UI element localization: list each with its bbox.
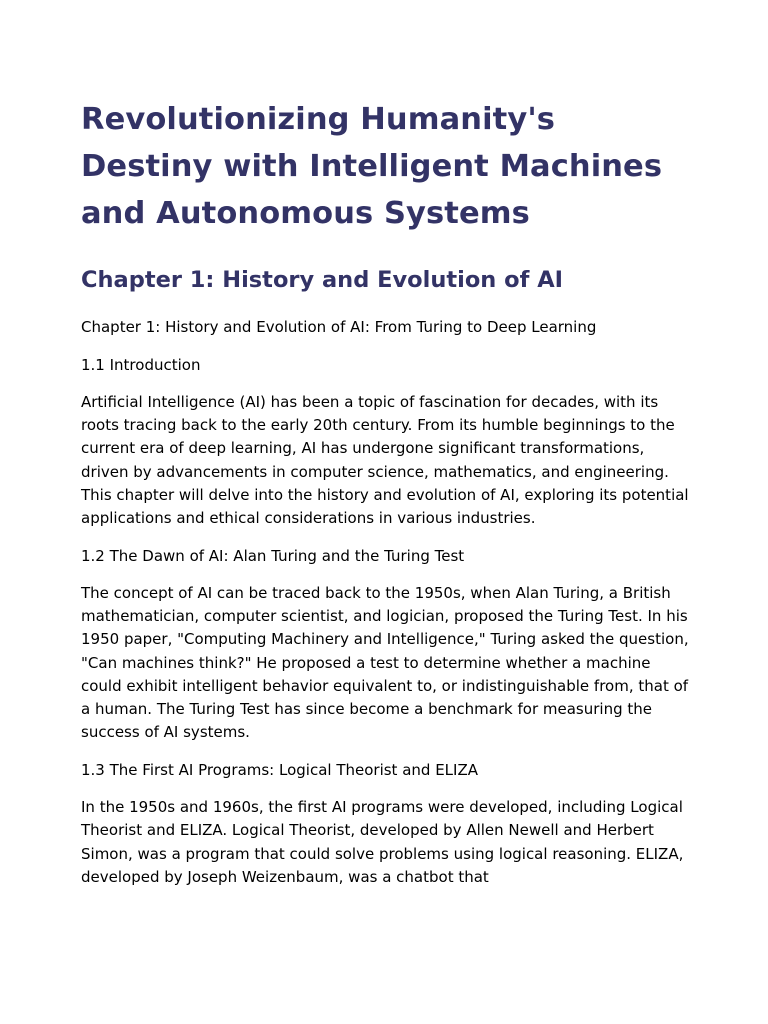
body-paragraph-introduction: Artificial Intelligence (AI) has been a topic of fascination for decades, with its roots tracing back to the early 20th century. From its humble beginnings to the current era of deep learning, AI has undergone significant transformations, driven by advancements in computer science, mathematics, and engineering. This chapter will delve into the history and evolution of AI, exploring its potential applications and ethical considerations in various industries.: [81, 393, 689, 528]
section-heading-1-2: 1.2 The Dawn of AI: Alan Turing and the Turing Test: [81, 546, 465, 565]
document-page: [81, 96, 691, 889]
body-paragraph-turing: The concept of AI can be traced back to the 1950s, when Alan Turing, a British mathematician, computer scientist, and logician, proposed the Turing Test. In his 1950 paper, "Computing Machinery and Intelligence," Turing asked the question, "Can machines think?" He proposed a test to determine whether a machine could exhibit intelligent behavior equivalent to, or indistinguishable from, that of a human. The Turing Test has since become a benchmark for measuring the success of AI systems.: [81, 584, 689, 742]
document-title: Revolutionizing Humanity's Destiny with Intelligent Machines and Autonomous Systems: [81, 102, 663, 231]
body-paragraph-first-programs: In the 1950s and 1960s, the first AI programs were developed, including Logical Theorist and ELIZA. Logical Theorist, developed by Allen Newell and Herbert Simon, was a program that could solve problems using logical reasoning. ELIZA, developed by Joseph Weizenbaum, was a chatbot that: [81, 798, 684, 886]
chapter-subtitle: Chapter 1: History and Evolution of AI: From Turing to Deep Learning: [81, 318, 597, 336]
section-heading-1-3: 1.3 The First AI Programs: Logical Theorist and ELIZA: [81, 760, 478, 779]
section-heading-1-1: 1.1 Introduction: [81, 355, 201, 374]
chapter-heading: Chapter 1: History and Evolution of AI: [81, 267, 564, 293]
